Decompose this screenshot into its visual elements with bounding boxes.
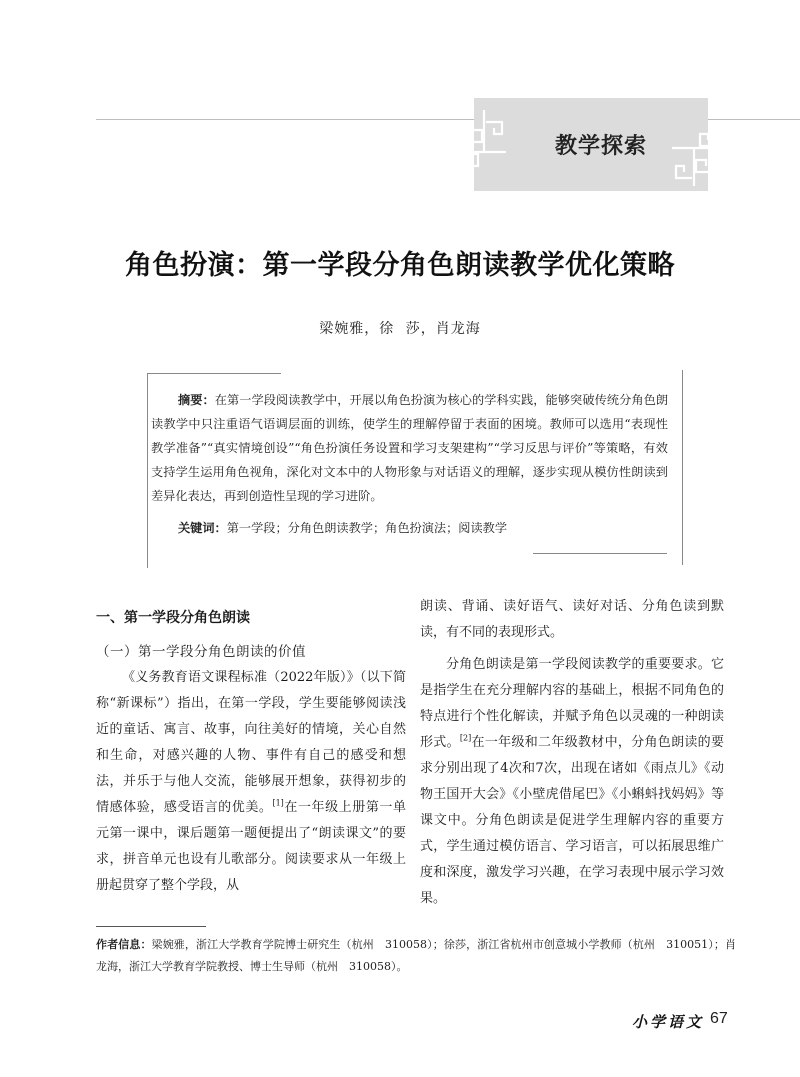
right-column — [420, 594, 724, 912]
header-rule-left — [96, 119, 476, 120]
subsection-heading: （一）第一学段分角色朗读的价值 — [96, 644, 306, 660]
abstract-label: 摘要： — [178, 393, 215, 407]
section-heading-1: 一、第一学段分角色朗读 — [96, 610, 250, 626]
footnote-text: 梁婉雅，浙江大学教育学院博士研究生（杭州 310058）；徐莎，浙江省杭州市创意城小学教师（杭州 310051）；肖龙海，浙江大学教育学院教授、博士生导师（杭州 310058）。 — [96, 938, 736, 973]
citation-2: [2] — [459, 733, 472, 743]
abstract-frame-left — [147, 373, 148, 568]
paragraph-1: 《义务教育语文课程标准（2022年版）》（以下简称“新课标”）指出，在第一学段，学生要能够阅读浅近的童话、寓言、故事，向往美好的情境，关心自然和生命，对感兴趣的人物、事件有自己的感受和想法，并乐于与他人交流，能够展开想象，获得初步的情感体验，感受语言的优美。[1]在一年级上册第一单元第一课中，课后题第一题便提出了“朗读课文”的要求，拼音单元也设有儿歌部分。阅读要求从一年级上册起贯穿了整个学段，从 — [96, 670, 406, 893]
page-number: 67 — [710, 1010, 728, 1027]
paragraph-1-continued: 朗读、背诵、读好语气、读好对话、分角色读到默读，有不同的表现形式。 — [420, 599, 724, 640]
keywords-text: 第一学段；分角色朗读教学；角色扮演法；阅读教学 — [226, 521, 508, 535]
left-column — [96, 605, 406, 899]
author-info-footnote — [96, 934, 736, 978]
keywords — [178, 516, 658, 540]
paragraph-2: 分角色朗读是第一学段阅读教学的重要要求。它是指学生在充分理解内容的基础上，根据不同角色的特点进行个性化解读，并赋予角色以灵魂的一种朗读形式。[2]在一年级和二年级教材中，分角色朗读的要求分别出现了4次和7次，出现在诸如《雨点儿》《动物王国开大会》《小壁虎借尾巴》《小蝌蚪找妈妈》等课文中。分角色朗读是促进学生理解内容的重要方式，学生通过模仿语言、学习语言，可以拓展思维广度和深度，激发学习兴趣，在学习表现中展示学习效果。 — [420, 657, 724, 906]
abstract — [151, 388, 668, 508]
footnote-label: 作者信息： — [96, 938, 152, 951]
citation-1: [1] — [272, 798, 284, 808]
abstract-frame-bottom — [533, 553, 667, 554]
abstract-text: 在第一学段阅读教学中，开展以角色扮演为核心的学科实践，能够突破传统分角色朗读教学中只注重语气语调层面的训练，使学生的理解停留于表面的困境。教师可以选用“表现性教学准备”“真实情境创设”“角色扮演任务设置和学习支架建构”“学习反思与评价”等策略，有效支持学生运用角色视角，深化对文本中的人物形象与对话语义的理解，逐步实现从模仿性朗读到差异化表达，再到创造性呈现的学习进阶。 — [151, 393, 669, 503]
journal-name: 小学语文 — [632, 1013, 705, 1031]
footnote-rule — [96, 926, 206, 927]
keywords-label: 关键词： — [178, 521, 227, 535]
article-authors: 梁婉雅，徐 莎，肖龙海 — [319, 321, 481, 337]
abstract-frame-top — [147, 373, 281, 374]
section-tag: 教学探索 — [554, 134, 647, 159]
abstract-frame-right — [682, 370, 683, 565]
article-title: 角色扮演：第一学段分角色朗读教学优化策略 — [125, 250, 675, 281]
